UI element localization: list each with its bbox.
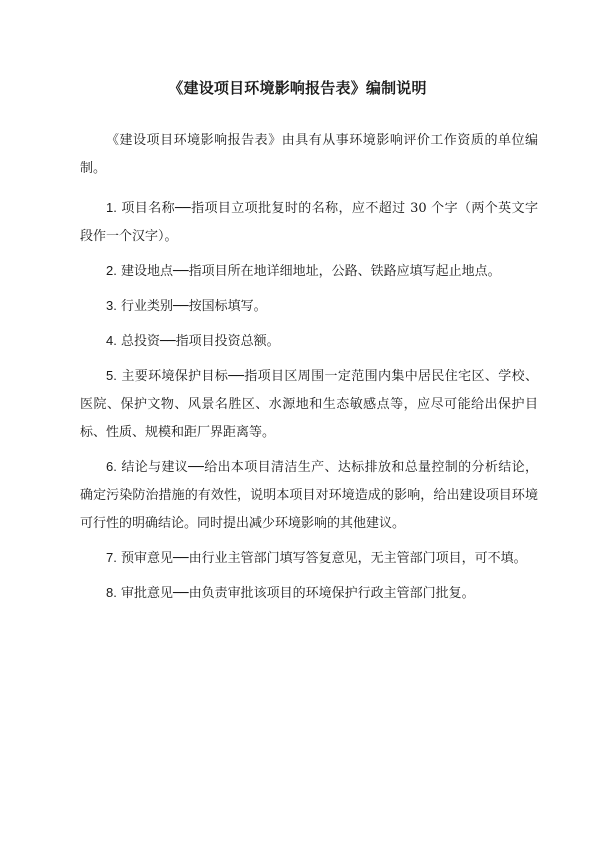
document-title: 《建设项目环境影响报告表》编制说明 <box>168 79 427 97</box>
item-number: 3. <box>106 298 117 313</box>
item-text: 建设地点──指项目所在地详细地址，公路、铁路应填写起止地点。 <box>120 264 501 279</box>
list-item <box>80 453 538 538</box>
list-item <box>80 327 538 356</box>
item-text: 项目名称──指项目立项批复时的名称，应不超过 30 个字（两个英文字段作一个汉字）。 <box>80 201 538 244</box>
item-text: 总投资──指项目投资总额。 <box>120 334 280 349</box>
item-number: 5. <box>106 368 117 383</box>
list-item <box>80 257 538 286</box>
list-item <box>80 362 538 447</box>
list-item <box>80 292 538 321</box>
item-number: 7. <box>106 550 117 565</box>
item-text: 审批意见──由负责审批该项目的环境保护行政主管部门批复。 <box>120 586 475 601</box>
item-number: 1. <box>106 200 117 215</box>
item-text: 行业类别──按国标填写。 <box>120 299 267 314</box>
list-item <box>80 544 538 573</box>
list-item <box>80 579 538 608</box>
item-number: 6. <box>106 459 117 474</box>
item-number: 2. <box>106 263 117 278</box>
document-body <box>80 127 538 614</box>
item-text: 预审意见──由行业主管部门填写答复意见，无主管部门项目，可不填。 <box>120 551 527 566</box>
intro-paragraph: 《建设项目环境影响报告表》由具有从事环境影响评价工作资质的单位编制。 <box>80 133 538 176</box>
item-text: 主要环境保护目标──指项目区周围一定范围内集中居民住宅区、学校、医院、保护文物、风景名胜区、水源地和生态敏感点等，应尽可能给出保护目标、性质、规模和距厂界距离等。 <box>80 369 538 440</box>
item-number: 8. <box>106 585 117 600</box>
item-number: 4. <box>106 333 117 348</box>
list-item <box>80 194 538 251</box>
item-text: 结论与建议──给出本项目清洁生产、达标排放和总量控制的分析结论，确定污染防治措施的有效性，说明本项目对环境造成的影响，给出建设项目环境可行性的明确结论。同时提出减少环境影响的其他建议。 <box>80 460 538 531</box>
